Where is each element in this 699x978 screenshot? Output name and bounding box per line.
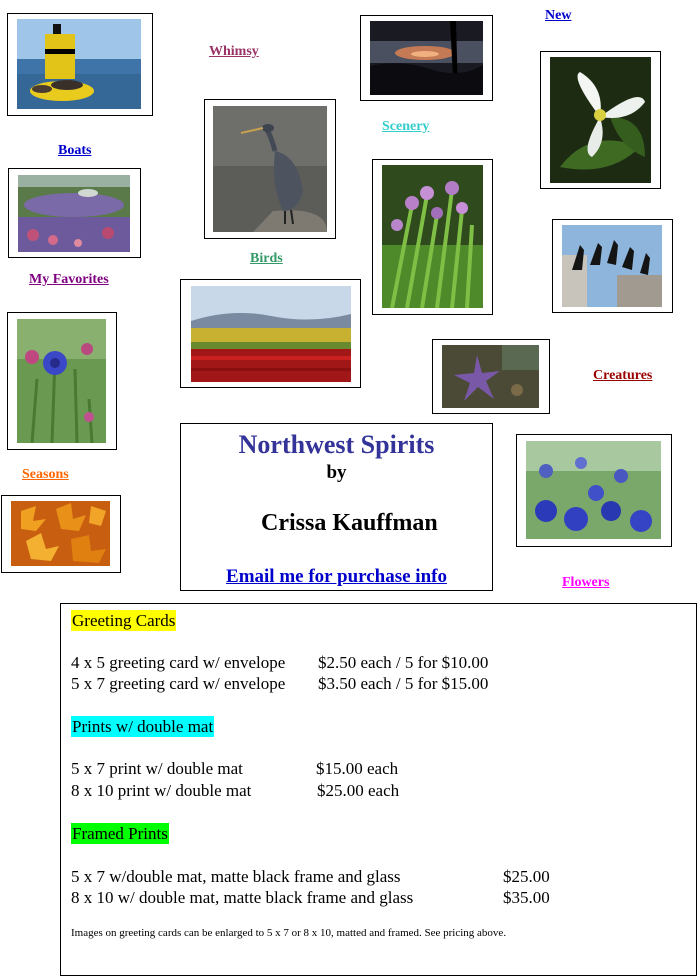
chives-photo[interactable]: [382, 165, 483, 308]
nav-scenery-link[interactable]: Scenery: [382, 119, 430, 134]
framed-item-1: 5 x 7 w/double mat, matte black frame and glass: [71, 867, 401, 886]
trillium-photo[interactable]: [550, 57, 651, 183]
pricing-box: [60, 603, 697, 976]
nav-favorites-link[interactable]: My Favorites: [29, 272, 109, 287]
print-item-2: 8 x 10 print w/ double mat: [71, 781, 252, 800]
lavender-photo[interactable]: [18, 175, 130, 252]
autumn-leaves-photo[interactable]: [11, 501, 110, 566]
nav-birds-link[interactable]: Birds: [250, 251, 283, 266]
cormorants-photo[interactable]: [562, 225, 662, 307]
greeting-item-2: 5 x 7 greeting card w/ envelope: [71, 674, 286, 693]
greeting-item-1: 4 x 5 greeting card w/ envelope: [71, 653, 286, 672]
starfish-photo[interactable]: [442, 345, 539, 408]
print-price-1: $15.00 each: [316, 759, 399, 778]
pricing-note: Images on greeting cards can be enlarged to 5 x 7 or 8 x 10, matted and framed. See pricing above.: [71, 927, 507, 939]
tulip-field-photo[interactable]: [191, 286, 351, 382]
greeting-price-1: $2.50 each / 5 for $10.00: [318, 653, 489, 672]
artist-name: Crissa Kauffman: [261, 510, 438, 536]
prints-heading: Prints w/ double mat: [72, 717, 214, 736]
greeting-cards-heading: Greeting Cards: [72, 611, 176, 630]
title-box: [180, 423, 493, 591]
nav-creatures-link[interactable]: Creatures: [593, 368, 653, 383]
sunset-photo[interactable]: [370, 21, 483, 95]
nav-whimsy-link[interactable]: Whimsy: [209, 44, 259, 59]
site-title: Northwest Spirits: [238, 430, 435, 459]
greeting-price-2: $3.50 each / 5 for $15.00: [318, 674, 489, 693]
print-price-2: $25.00 each: [317, 781, 400, 800]
nav-seasons-link[interactable]: Seasons: [22, 467, 69, 482]
framed-item-2: 8 x 10 w/ double mat, matte black frame and glass: [71, 888, 414, 907]
cornflowers-photo[interactable]: [526, 441, 661, 539]
print-item-1: 5 x 7 print w/ double mat: [71, 759, 243, 778]
thistle-photo[interactable]: [17, 319, 106, 443]
heron-photo[interactable]: [213, 106, 327, 232]
framed-price-1: $25.00: [503, 867, 550, 886]
framed-price-2: $35.00: [503, 888, 550, 907]
email-link[interactable]: Email me for purchase info: [226, 566, 447, 587]
nav-new-link[interactable]: New: [545, 8, 572, 23]
buoy-photo[interactable]: [17, 19, 141, 109]
nav-boats-link[interactable]: Boats: [58, 143, 92, 158]
by-label: by: [326, 462, 347, 483]
nav-flowers-link[interactable]: Flowers: [562, 575, 610, 590]
framed-prints-heading: Framed Prints: [72, 824, 168, 843]
